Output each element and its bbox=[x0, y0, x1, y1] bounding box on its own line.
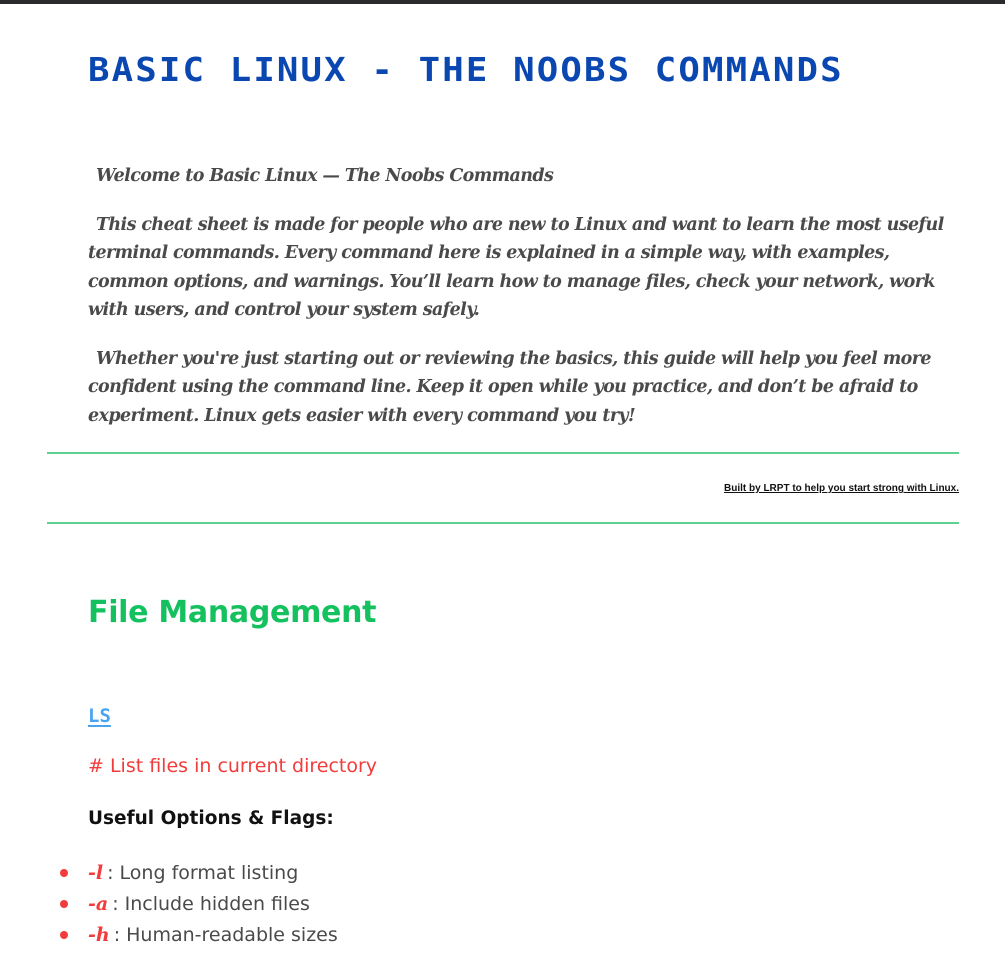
flag-name: -l bbox=[88, 861, 104, 884]
command-comment: # List files in current directory bbox=[88, 755, 378, 777]
divider-top bbox=[47, 452, 959, 454]
list-item bbox=[60, 888, 338, 919]
top-bar bbox=[0, 0, 1005, 4]
bullet-icon bbox=[60, 900, 68, 908]
flags-list bbox=[60, 857, 338, 950]
flag-description: : Long format listing bbox=[107, 861, 299, 884]
divider-bottom bbox=[47, 522, 959, 524]
bullet-icon bbox=[60, 869, 68, 877]
intro-paragraph-1: This cheat sheet is made for people who are new to Linux and want to learn the most useful terminal commands. Every command here is explained in a simple way, with examples, common options, and warnings. You’ll learn how to manage files, check your network, work with users, and control your system safely. bbox=[88, 214, 944, 320]
page-title: BASIC LINUX - THE NOOBS COMMANDS bbox=[88, 50, 844, 89]
intro-paragraph-2: Whether you're just starting out or reviewing the basics, this guide will help you feel more confident using the command line. Keep it open while you practice, and don’t be afraid to experiment. Linux gets easier with every command you try! bbox=[88, 348, 931, 426]
bullet-icon bbox=[60, 931, 68, 939]
intro-section bbox=[88, 162, 958, 430]
flag-name: -a bbox=[88, 892, 109, 915]
list-item bbox=[60, 857, 338, 888]
flag-description: : Human-readable sizes bbox=[113, 923, 338, 946]
flag-name: -h bbox=[88, 923, 110, 946]
list-item bbox=[60, 919, 338, 950]
credit-link[interactable]: Built by LRPT to help you start strong with Linux. bbox=[724, 483, 959, 494]
welcome-text: Welcome to Basic Linux — The Noobs Commands bbox=[96, 166, 554, 186]
options-heading: Useful Options & Flags: bbox=[88, 808, 334, 829]
flag-description: : Include hidden files bbox=[112, 892, 310, 915]
section-title-file-management: File Management bbox=[88, 595, 377, 630]
command-ls-link[interactable]: LS bbox=[88, 705, 111, 727]
